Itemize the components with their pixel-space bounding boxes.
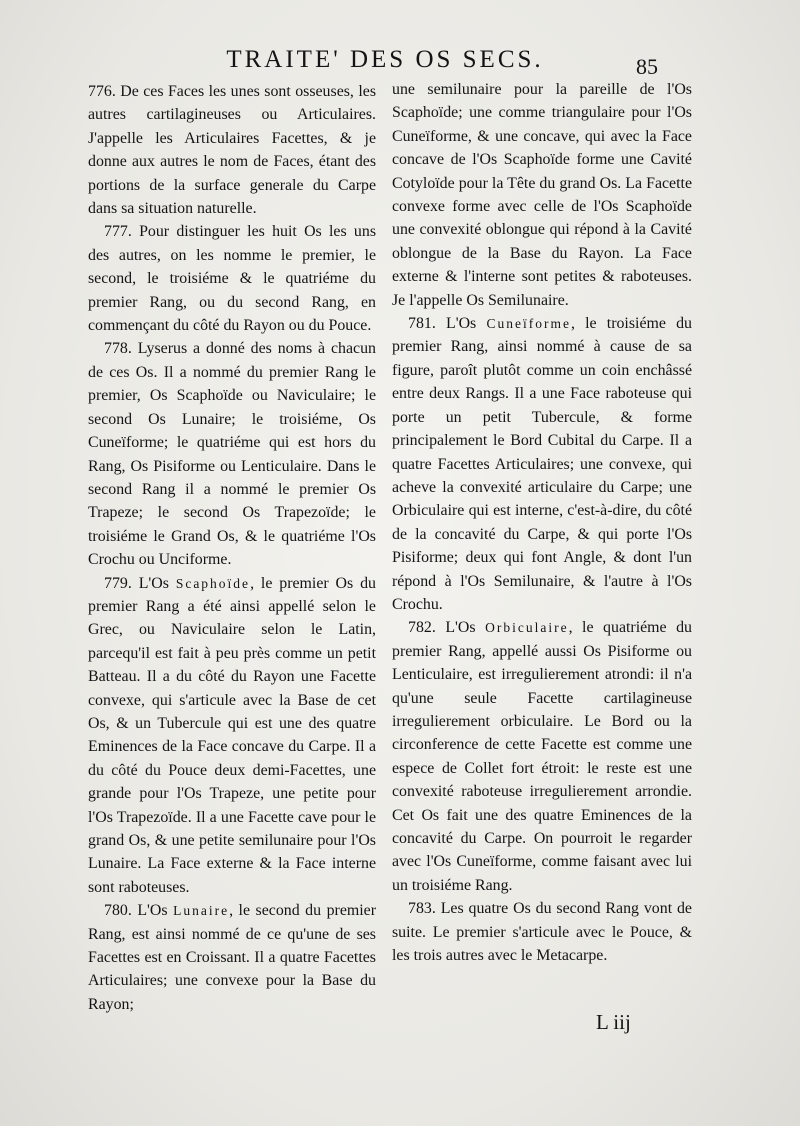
paragraph-782-number: 782. L'Os bbox=[408, 619, 476, 637]
paragraph-781-number: 781. L'Os bbox=[408, 315, 477, 333]
signature-mark: L iij bbox=[596, 1010, 631, 1034]
running-title: TRAITE' DES OS SECS. bbox=[226, 46, 544, 73]
paragraph-780-continued: une semilunaire pour la pareille de l'Os Scaphoïde; une comme triangulaire pour l'Os Cuneïforme, & une concave, qui avec la Face concave de l'Os Scaphoïde forme une Cavité Cotyloïde pour la Tête du grand Os. La Facette convexe forme avec celle de l'Os Scaphoïde une convexité oblongue qui répond à la Cavité oblongue de la Base du Rayon. La Face externe & l'interne sont petites & raboteuses. Je l'appelle Os Semilunaire. bbox=[392, 81, 692, 309]
paragraph-781-text: , le troisiéme du premier Rang, ainsi nommé à cause de sa figure, paroît plutôt comme un coin enchâssé entre deux Rangs. Il a une Face raboteuse qui porte un petit Tubercule, & forme principalement le Bord Cubital du Carpe. Il a quatre Facettes Articulaires; une convexe, qui acheve la convexité articulaire du Carpe; une Orbiculaire qui est interne, c'est-à-dire, du côté de la concavité du Carpe, & qui porte l'Os Pisiforme; deux qui font Angle, & dont l'un répond à l'Os Semilunaire, & l'autre à l'Os Crochu. bbox=[392, 315, 692, 613]
paragraph-782-text: , le quatriéme du premier Rang, appellé aussi Os Pisiforme ou Lenticulaire, est irregulierement atrondi: il n'a qu'une seule Facette cartilagineuse irregulierement orbiculaire. Le Bord ou la circonference de cette Facette est comme une espece de Collet fort étroit: le reste est une convexité raboteuse irregulierement arrondie. Cet Os fait une des quatre Eminences de la concavité du Carpe. On pourroit le regarder avec l'Os Cuneïforme, comme faisant avec lui un troisiéme Rang. bbox=[392, 619, 692, 894]
term-orbiculaire: Orbiculaire bbox=[485, 620, 569, 636]
paragraph-781 bbox=[392, 312, 692, 616]
right-column bbox=[392, 78, 692, 967]
term-scaphoide: Scaphoïde bbox=[175, 575, 251, 591]
paragraph-776: 776. De ces Faces les unes sont osseuses, les autres cartilagineuses ou Articulaires. J'appelle les Articulaires Facettes, & je donne aux autres le nom de Faces, étant des portions de la surface generale du Carpe dans sa situation naturelle. bbox=[88, 83, 376, 218]
paragraph-780-number: 780. L'Os bbox=[104, 902, 168, 920]
term-lunaire: Lunaire bbox=[173, 903, 230, 919]
paragraph-783: 783. Les quatre Os du second Rang vont de suite. Le premier s'articule avec le Pouce, & les trois autres avec le Metacarpe. bbox=[392, 900, 692, 965]
paragraph-780-text: , le second du premier Rang, est ainsi nommé de ce qu'une de ses Facettes est en Croissant. Il a quatre Facettes Articulaires; une convexe pour la Base du Rayon; bbox=[88, 902, 376, 1013]
paragraph-779-text: , le premier Os du premier Rang a été ainsi appellé selon le Grec, ou Naviculaire selon le Latin, parcequ'il est fait à peu près comme un petit Batteau. Il a du côté du Rayon une Facette convexe, qui s'articule avec la Base de cet Os, & un Tubercule qui est une des quatre Eminences de la Face concave du Carpe. Il a du côté du Pouce deux demi-Facettes, une grande pour l'Os Trapeze, une petite pour l'Os Trapezoïde. Il a une Facette cave pour le grand Os, & une petite semilunaire pour l'Os Lunaire. La Face externe & la Face interne sont raboteuses. bbox=[88, 574, 376, 896]
left-column bbox=[88, 80, 376, 1016]
paragraph-779 bbox=[88, 572, 376, 900]
term-cuneiforme: Cuneïforme bbox=[486, 316, 571, 332]
paragraph-782 bbox=[392, 616, 692, 897]
paragraph-779-number: 779. L'Os bbox=[104, 574, 169, 592]
page-number: 85 bbox=[636, 54, 658, 79]
paragraph-778: 778. Lyserus a donné des noms à chacun de ces Os. Il a nommé du premier Rang le premier, Os Scaphoïde ou Naviculaire; le second Os Lunaire; le troisiéme, Os Cuneïforme; le quatriéme qui est hors du Rang, Os Pisiforme ou Lenticulaire. Dans le second Rang il a nommé le premier Os Trapeze; le second Os Trapezoïde; le troisiéme le Grand Os, & le quatriéme l'Os Crochu ou Unciforme. bbox=[88, 340, 376, 569]
paragraph-780 bbox=[88, 899, 376, 1016]
paragraph-777: 777. Pour distinguer les huit Os les uns des autres, on les nomme le premier, le second, le troisiéme & le quatriéme du premier Rang, ou du second Rang, en commençant du côté du Rayon ou du Pouce. bbox=[88, 223, 376, 335]
